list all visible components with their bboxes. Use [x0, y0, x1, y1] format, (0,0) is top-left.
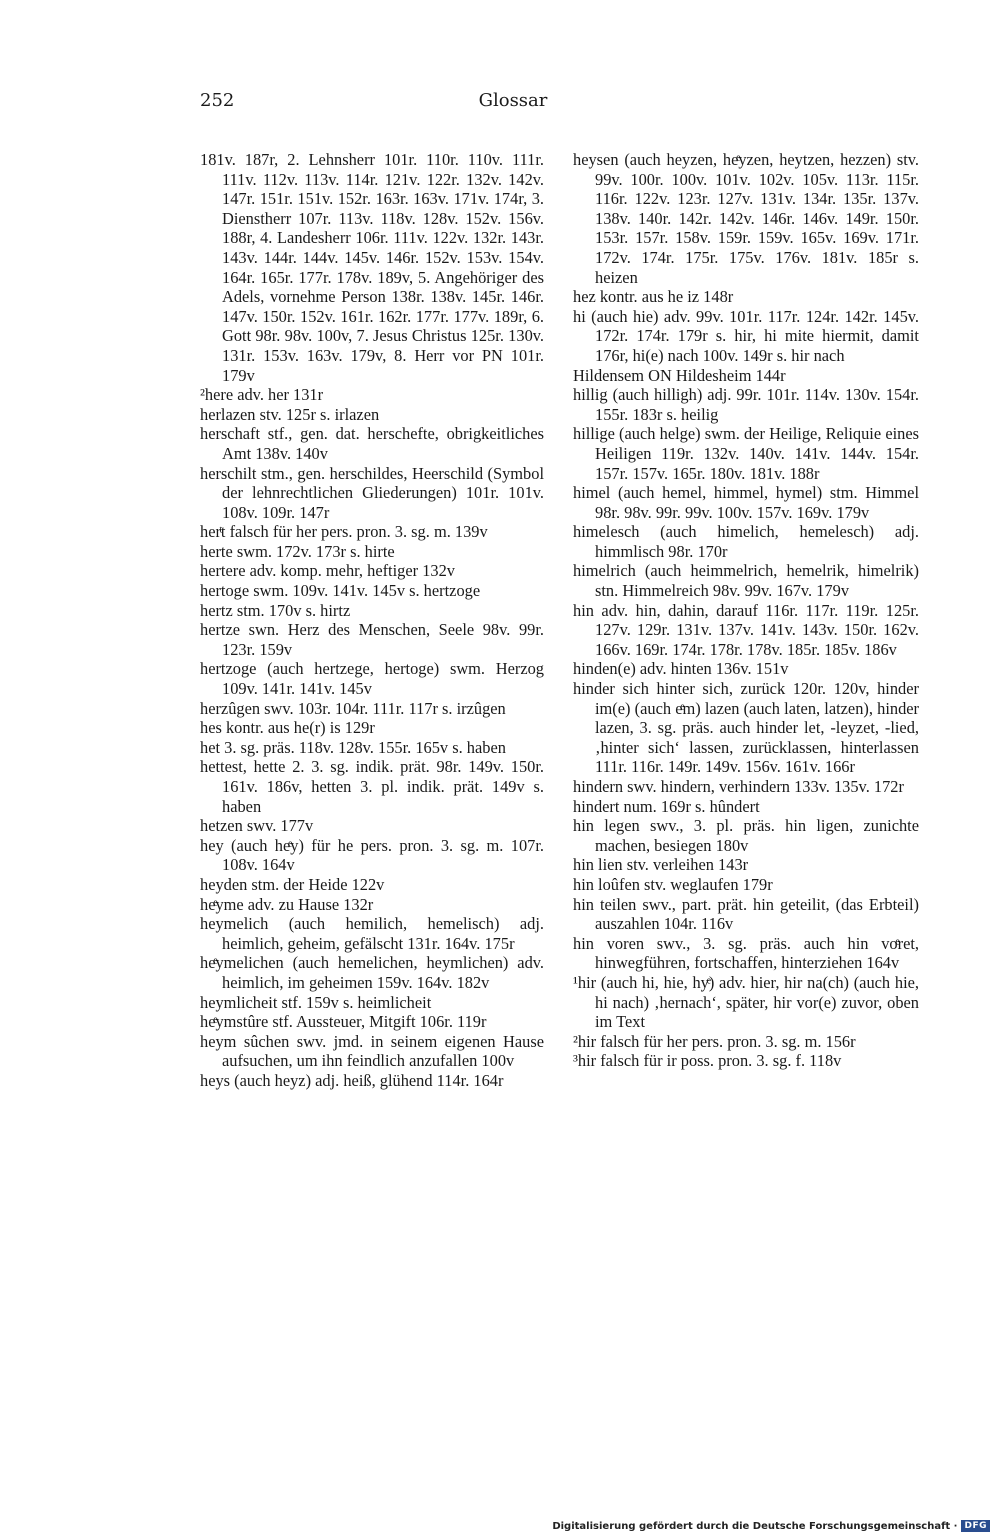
glossary-entry: hin adv. hin, dahin, darauf 116r. 117r. 119r. 125r. 127v. 129r. 131v. 137v. 141v. 143v. 150r. 162v. 166v. 169r. 174r. 178r. 178v. 185r. 185v. 186v	[573, 600, 919, 659]
glossary-entry: himel (auch hemel, himmel, hymel) stm. Himmel 98r. 98v. 99r. 99v. 100v. 157v. 169v. 179v	[573, 483, 919, 522]
glossary-entry: ³hir falsch für ir poss. pron. 3. sg. f. 118v	[573, 1051, 842, 1071]
glossary-entry: hey (auch heͤy) für he pers. pron. 3. sg. m. 107r. 108v. 164v	[200, 835, 544, 875]
glossary-entry: himelesch (auch himelich, hemelesch) adj. himmlisch 98r. 170r	[573, 522, 919, 561]
glossary-entry: herschaft stf., gen. dat. herschefte, obrigkeitliches Amt 138v. 140v	[200, 424, 544, 463]
glossary-entry: heͤyme adv. zu Hause 132r	[200, 894, 374, 914]
glossary-entry: hes kontr. aus he(r) is 129r	[200, 718, 375, 738]
glossary-entry: hindern swv. hindern, verhindern 133v. 135v. 172r	[573, 777, 904, 796]
glossary-entry: hertere adv. komp. mehr, heftiger 132v	[200, 561, 455, 581]
page-header	[200, 90, 826, 120]
glossary-column-left	[200, 150, 544, 1091]
glossary-entry: hinden(e) adv. hinten 136v. 151v	[573, 659, 789, 679]
dfg-logo-icon: DFG	[961, 1520, 990, 1532]
glossary-entry: 181v. 187r, 2. Lehnsherr 101r. 110r. 110v. 111r. 111v. 112v. 113v. 114r. 121v. 122r. 132v. 142v. 147r. 151r. 151v. 152r. 163r. 163v. 171v. 174r, 3. Dienstherr 107r. 113v. 118v. 128v. 152v. 156v. 188r, 4. Landesherr 106r. 111v. 122v. 132r. 143r. 143v. 144r. 144v. 145v. 146r. 152v. 153v. 154v. 164r. 165r. 177r. 178v. 189v, 5. Angehöriger des Adels, vornehme Person 138r. 138v. 145r. 146r. 147v. 150r. 152v. 161r. 162r. 177r. 177v. 189r, 6. Gott 98r. 98v. 100v, 7. Jesus Christus 125r. 130v. 131r. 153v. 163v. 179v, 8. Herr vor PN 101r. 179v	[200, 150, 544, 385]
glossary-entry: hetzen swv. 177v	[200, 816, 314, 836]
glossary-entry: heyden stm. der Heide 122v	[200, 874, 385, 894]
glossary-entry: het 3. sg. präs. 118v. 128v. 155r. 165v s. haben	[200, 737, 506, 757]
page-footer	[552, 1520, 990, 1532]
glossary-entry: hettest, hette 2. 3. sg. indik. prät. 98r. 149v. 150r. 161v. 186v, hetten 3. pl. indik. prät. 149v s. haben	[200, 757, 544, 816]
glossary-entry: herzûgen swv. 103r. 104r. 111r. 117r s. irzûgen	[200, 698, 506, 718]
page-number: 252	[200, 90, 235, 111]
glossary-entry: heysen (auch heyzen, heͤyzen, heytzen, hezzen) stv. 99v. 100r. 100v. 101v. 102v. 105v. 113r. 115r. 116r. 122v. 123r. 127v. 131v. 134r. 135r. 137v. 138v. 140r. 142r. 142v. 146r. 146v. 149r. 150r. 153r. 157r. 158v. 159r. 159v. 165v. 169v. 171r. 172v. 174r. 175r. 175v. 176v. 181v. 185r s. heizen	[573, 150, 919, 287]
glossary-entry: hillig (auch hilligh) adj. 99r. 101r. 114v. 130v. 154r. 155r. 183r s. heilig	[573, 385, 919, 424]
glossary-entry: heym sûchen swv. jmd. in seinem eigenen Hause aufsuchen, um ihn feindlich anzufallen 100v	[200, 1031, 544, 1071]
glossary-entry: ²here adv. her 131r	[200, 385, 324, 405]
glossary-entry: hin voren swv., 3. sg. präs. auch hin voͤret, hinwegführen, fortschaffen, hinterziehen 164v	[573, 933, 919, 973]
glossary-entry: hertze swn. Herz des Menschen, Seele 98v. 99r. 123r. 159v	[200, 620, 544, 659]
glossary-entry: hi (auch hie) adv. 99v. 101r. 117r. 124r. 142r. 145v. 172r. 174r. 179r s. hir, hi mite hiermit, damit 176r, hi(e) nach 100v. 149r s. hir nach	[573, 306, 919, 365]
glossary-entry: himelrich (auch heimmelrich, hemelrik, himelrik) stn. Himmelreich 98v. 99v. 167v. 179v	[573, 561, 919, 601]
glossary-entry: ²hir falsch für her pers. pron. 3. sg. m. 156r	[573, 1031, 856, 1051]
glossary-entry: hertoge swm. 109v. 141v. 145v s. hertzoge	[200, 581, 481, 601]
glossary-entry: hin loûfen stv. weglaufen 179r	[573, 874, 773, 894]
glossary-entry: herlazen stv. 125r s. irlazen	[200, 404, 380, 424]
glossary-entry: Hildensem ON Hildesheim 144r	[573, 365, 786, 385]
glossary-entry: hindert num. 169r s. hûndert	[573, 796, 760, 816]
running-title: Glossar	[478, 90, 548, 111]
glossary-entry: hertzoge (auch hertzege, hertoge) swm. Herzog 109v. 141r. 141v. 145v	[200, 659, 544, 699]
glossary-entry: herte swm. 172v. 173r s. hirte	[200, 541, 395, 561]
glossary-entry: hillige (auch helge) swm. der Heilige, Reliquie eines Heiligen 119r. 132v. 140v. 141v. 144v. 154r. 157r. 157v. 165r. 180v. 181v. 188r	[573, 424, 919, 483]
glossary-entry: hin legen swv., 3. pl. präs. hin ligen, zunichte machen, besiegen 180v	[573, 816, 919, 855]
glossary-entry: heͤymelichen (auch hemelichen, heymlichen) adv. heimlich, im geheimen 159v. 164v. 182v	[200, 953, 544, 992]
glossary-entry: hez kontr. aus he iz 148r	[573, 287, 734, 307]
glossary-entry: hin teilen swv., part. prät. hin geteilit, (das Erbteil) auszahlen 104r. 116v	[573, 894, 919, 934]
glossary-entry: herͭt falsch für her pers. pron. 3. sg. m. 139v	[200, 522, 488, 542]
glossary-column-right	[573, 150, 919, 1071]
glossary-entry: herschilt stm., gen. herschildes, Heerschild (Symbol der lehnrechtlichen Gliederungen) 101r. 101v. 108v. 109r. 147r	[200, 463, 544, 522]
glossary-entry: ¹hir (auch hi, hie, hyͤ) adv. hier, hir na(ch) (auch hie, hi nach) ‚hernach‘, später, hir vor(e) zuvor, oben im Text	[573, 972, 919, 1032]
glossary-entry: heͤymstûre stf. Aussteuer, Mitgift 106r. 119r	[200, 1012, 487, 1032]
glossary-entry: hinder sich hinter sich, zurück 120r. 120v, hinder im(e) (auch eͤm) lazen (auch laten, latzen), hinder lazen, 3. sg. präs. auch hinder let, -leyzet, -lied, ‚hinter sich‘ lassen, zurücklassen, hinterlassen 111r. 116r. 149r. 149v. 156v. 161v. 166r	[573, 679, 919, 777]
glossary-entry: heymlicheit stf. 159v s. heimlicheit	[200, 992, 432, 1012]
glossary-entry: hertz stm. 170v s. hirtz	[200, 600, 351, 620]
glossary-entry: heymelich (auch hemilich, hemelisch) adj. heimlich, geheim, gefälscht 131r. 164v. 175r	[200, 914, 544, 953]
footer-credit: Digitalisierung gefördert durch die Deutsche Forschungsgemeinschaft ·	[552, 1520, 958, 1532]
glossary-entry: hin lien stv. verleihen 143r	[573, 855, 749, 875]
glossary-entry: heys (auch heyz) adj. heiß, glühend 114r. 164r	[200, 1070, 504, 1090]
